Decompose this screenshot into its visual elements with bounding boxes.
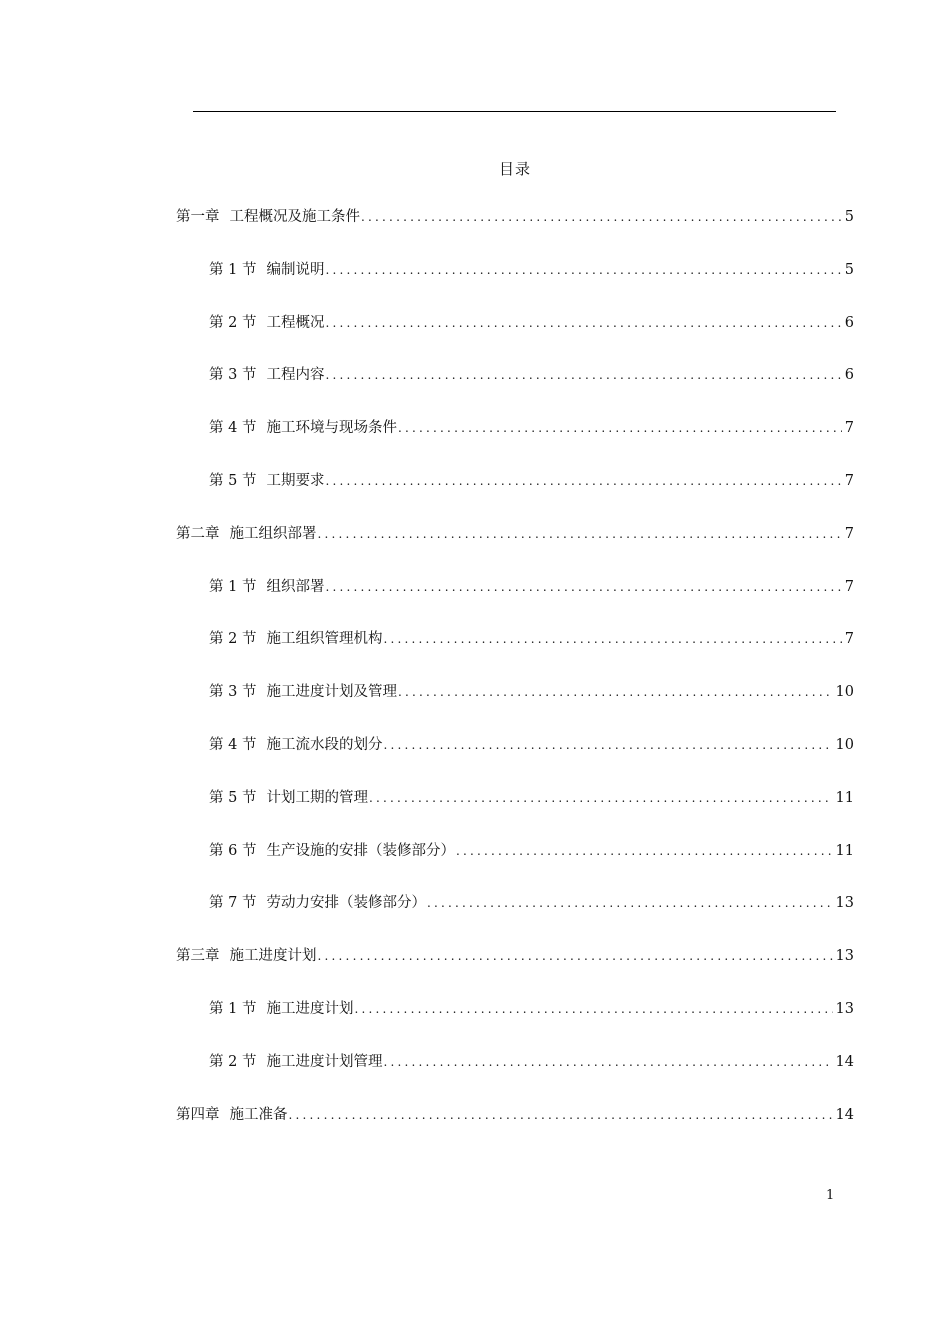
dot-leader	[325, 368, 841, 382]
toc-entry-page: 7	[844, 420, 854, 437]
toc-entry-title: 工程概况	[266, 314, 325, 331]
toc-entry-chapter-1[interactable]	[176, 205, 854, 258]
toc-entry-number: 第三章	[176, 948, 220, 965]
toc-entry-title: 施工进度计划管理	[266, 1053, 383, 1070]
toc-entry-page: 14	[835, 1053, 854, 1070]
toc-entry-number: 第二章	[176, 525, 220, 542]
toc-entry-page: 10	[835, 736, 854, 753]
toc-entry-chapter-4[interactable]	[176, 1103, 854, 1156]
toc-entry-chapter-2[interactable]	[176, 522, 854, 575]
dot-leader	[427, 896, 833, 910]
dot-leader	[383, 632, 841, 646]
toc-entry-page: 11	[835, 842, 854, 859]
toc-entry-title: 施工组织管理机构	[266, 631, 383, 648]
toc-entry-number: 第 1 节	[209, 578, 257, 595]
dot-leader	[318, 527, 842, 541]
toc-entry-title: 施工环境与现场条件	[266, 420, 397, 437]
toc-entry-section[interactable]	[176, 786, 854, 839]
toc-entry-section[interactable]	[176, 627, 854, 680]
dot-leader	[383, 738, 832, 752]
toc-entry-section[interactable]	[176, 1050, 854, 1103]
toc-entry-number: 第 1 节	[209, 1000, 257, 1017]
dot-leader	[369, 791, 833, 805]
toc-entry-number: 第 7 节	[209, 895, 257, 912]
toc-entry-section[interactable]	[176, 997, 854, 1050]
toc-entry-section[interactable]	[176, 839, 854, 892]
toc-entry-section[interactable]	[176, 363, 854, 416]
table-of-contents	[176, 205, 854, 1155]
dot-leader	[383, 1055, 832, 1069]
toc-entry-title: 生产设施的安排（装修部分）	[266, 842, 455, 859]
toc-entry-section[interactable]	[176, 575, 854, 628]
toc-entry-title: 施工流水段的划分	[266, 736, 383, 753]
toc-entry-page: 6	[844, 314, 854, 331]
dot-leader	[354, 1002, 832, 1016]
toc-entry-section[interactable]	[176, 680, 854, 733]
toc-entry-page: 7	[844, 472, 854, 489]
dot-leader	[361, 210, 842, 224]
toc-entry-page: 7	[844, 525, 854, 542]
toc-entry-page: 14	[835, 1106, 854, 1123]
toc-entry-page: 13	[835, 1000, 854, 1017]
toc-entry-title: 工期要求	[266, 472, 325, 489]
dot-leader	[456, 844, 833, 858]
toc-entry-page: 6	[844, 367, 854, 384]
toc-entry-page: 11	[835, 789, 854, 806]
toc-entry-section[interactable]	[176, 891, 854, 944]
toc-entry-page: 5	[844, 261, 854, 278]
toc-entry-title: 施工进度计划	[229, 948, 317, 965]
toc-entry-number: 第 3 节	[209, 367, 257, 384]
dot-leader	[325, 474, 841, 488]
toc-entry-chapter-3[interactable]	[176, 944, 854, 997]
toc-entry-page: 10	[835, 684, 854, 701]
dot-leader	[289, 1108, 833, 1122]
toc-entry-number: 第 1 节	[209, 261, 257, 278]
toc-entry-title: 工程概况及施工条件	[229, 209, 360, 225]
toc-entry-page: 13	[835, 895, 854, 912]
toc-entry-title: 施工进度计划	[266, 1000, 354, 1017]
toc-entry-section[interactable]	[176, 733, 854, 786]
toc-entry-page: 13	[835, 948, 854, 965]
dot-leader	[318, 949, 833, 963]
dot-leader	[398, 685, 833, 699]
toc-entry-title: 组织部署	[266, 578, 325, 595]
toc-entry-section[interactable]	[176, 416, 854, 469]
toc-entry-title: 施工组织部署	[229, 525, 317, 542]
dot-leader	[325, 580, 841, 594]
dot-leader	[325, 263, 841, 277]
toc-entry-section[interactable]	[176, 311, 854, 364]
toc-entry-number: 第 5 节	[209, 472, 257, 489]
toc-entry-number: 第 2 节	[209, 1053, 257, 1070]
toc-entry-page: 7	[844, 578, 854, 595]
header-rule	[193, 111, 836, 112]
toc-entry-title: 劳动力安排（装修部分）	[266, 895, 426, 912]
toc-entry-number: 第 3 节	[209, 684, 257, 701]
toc-entry-page: 5	[844, 209, 854, 225]
toc-entry-section[interactable]	[176, 258, 854, 311]
toc-entry-title: 计划工期的管理	[266, 789, 368, 806]
toc-entry-title: 编制说明	[266, 261, 325, 278]
toc-entry-number: 第 6 节	[209, 842, 257, 859]
toc-entry-title: 施工准备	[229, 1106, 288, 1123]
toc-entry-page: 7	[844, 631, 854, 648]
toc-entry-number: 第一章	[176, 209, 220, 225]
toc-entry-number: 第 4 节	[209, 420, 257, 437]
page-number: 1	[826, 1188, 835, 1203]
toc-entry-number: 第四章	[176, 1106, 220, 1123]
toc-entry-number: 第 2 节	[209, 631, 257, 648]
toc-entry-number: 第 2 节	[209, 314, 257, 331]
toc-entry-number: 第 5 节	[209, 789, 257, 806]
dot-leader	[398, 421, 842, 435]
toc-entry-title: 施工进度计划及管理	[266, 684, 397, 701]
dot-leader	[325, 316, 841, 330]
toc-entry-number: 第 4 节	[209, 736, 257, 753]
toc-title: 目录	[498, 160, 531, 178]
toc-entry-section[interactable]	[176, 469, 854, 522]
toc-entry-title: 工程内容	[266, 367, 325, 384]
